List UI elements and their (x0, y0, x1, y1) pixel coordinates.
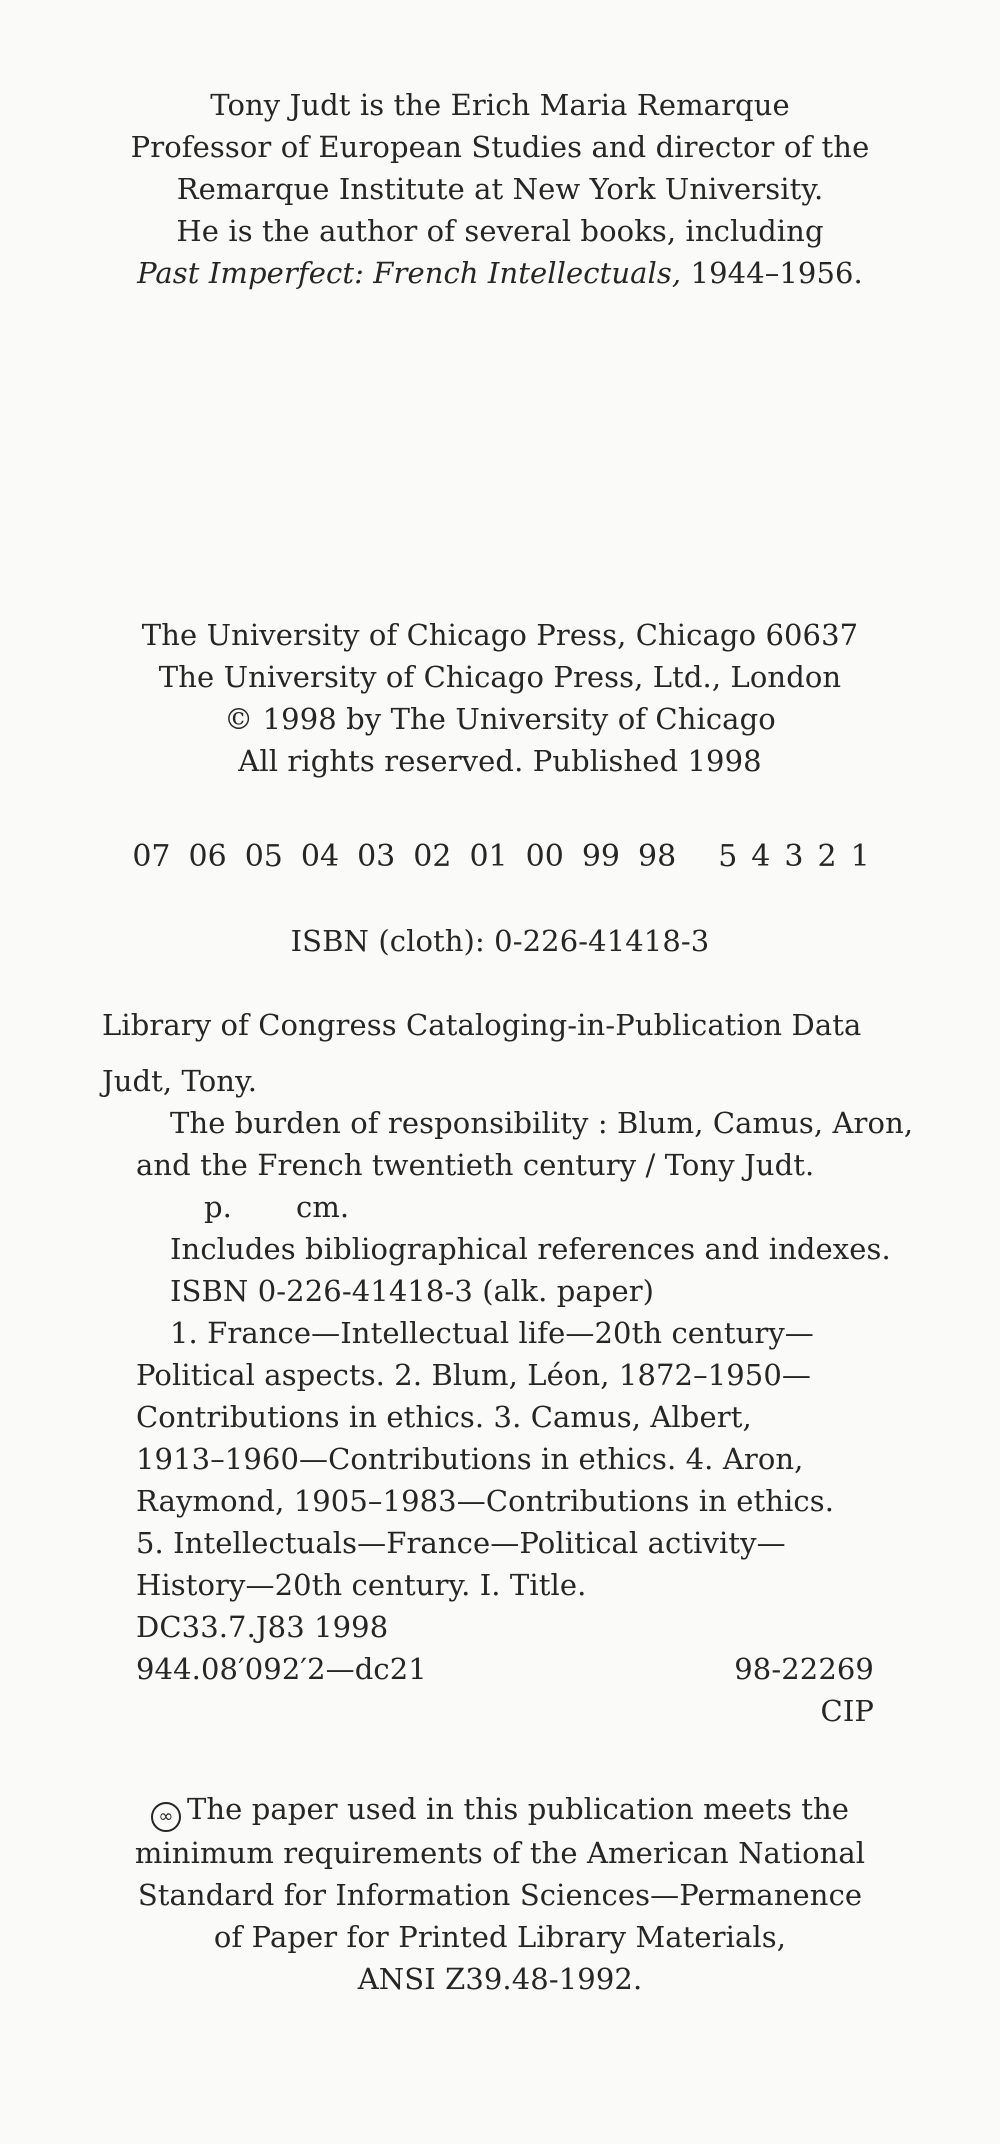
cip-mark: CIP (820, 1694, 874, 1728)
rights-line: All rights reserved. Published 1998 (238, 744, 762, 778)
cip-subject-line: History—20th century. I. Title. (136, 1568, 587, 1602)
author-bio (0, 84, 1000, 294)
cip-subject-line: Political aspects. 2. Blum, Léon, 1872–1950— (136, 1358, 811, 1392)
paper-notice (0, 1788, 1000, 2000)
cip-collation (0, 1186, 1000, 1228)
cip-heading: Library of Congress Cataloging-in-Publication Data (102, 1008, 862, 1042)
cip-subject-line: 1. France—Intellectual life—20th century— (170, 1316, 814, 1350)
bio-line-3: Remarque Institute at New York University. (176, 172, 824, 206)
cip-subject-line: Raymond, 1905–1983—Contributions in ethics. (136, 1484, 835, 1518)
cip-lccn: 98-22269 (734, 1652, 874, 1686)
paper-line-3: Standard for Information Sciences—Permanence (137, 1878, 863, 1912)
infinity-icon: ∞ (151, 1802, 181, 1832)
publisher-info (0, 614, 1000, 782)
printing-year: 00 (525, 839, 564, 874)
printing-year: 02 (413, 839, 452, 874)
printing-year: 98 (638, 839, 677, 874)
paper-line-1-text: The paper used in this publication meets the (186, 1792, 850, 1826)
paper-line-5: ANSI Z39.48-1992. (357, 1962, 643, 1996)
cip-cm: cm. (295, 1190, 350, 1224)
bio-line-4: He is the author of several books, including (176, 214, 824, 248)
paper-line-1 (0, 1788, 1000, 1832)
cip-dewey: 944.08′092′2—dc21 (136, 1652, 427, 1686)
printing-year: 99 (581, 839, 621, 874)
printing-year: 03 (357, 839, 396, 874)
paper-line-4: of Paper for Printed Library Materials, (213, 1920, 787, 1954)
bio-book-years: 1944–1956. (681, 256, 863, 290)
impression-number: 4 (751, 839, 771, 874)
bio-line-2: Professor of European Studies and director of the (130, 130, 870, 164)
impression-number: 1 (850, 839, 870, 874)
impression-number: 3 (784, 839, 804, 874)
cip-subject-line: 5. Intellectuals—France—Political activity— (136, 1526, 786, 1560)
printing-year: 04 (300, 839, 340, 874)
cip-dewey-row (0, 1648, 1000, 1690)
copyright-line: © 1998 by The University of Chicago (224, 702, 776, 736)
printing-year: 06 (188, 839, 227, 874)
impression-number: 2 (817, 839, 837, 874)
impression-number: 5 (718, 839, 738, 874)
bio-line-1: Tony Judt is the Erich Maria Remarque (210, 88, 790, 122)
printing-year: 05 (244, 839, 283, 874)
printing-line (0, 836, 1000, 878)
publisher-line-1: The University of Chicago Press, Chicago 60637 (141, 618, 859, 652)
cip-subject-line: 1913–1960—Contributions in ethics. 4. Aron, (136, 1442, 804, 1476)
cip-author: Judt, Tony. (102, 1064, 258, 1098)
cip-pages: p. (204, 1190, 232, 1224)
printing-year: 01 (469, 839, 508, 874)
cip-title-line-2: and the French twentieth century / Tony Judt. (136, 1148, 815, 1182)
isbn-cloth (0, 920, 1000, 962)
isbn-cloth-line: ISBN (cloth): 0-226-41418-3 (290, 924, 710, 958)
cip-data (0, 1004, 1000, 1732)
cip-subject-line: Contributions in ethics. 3. Camus, Albert, (136, 1400, 752, 1434)
cip-note-isbn: ISBN 0-226-41418-3 (alk. paper) (170, 1274, 655, 1308)
bio-line-5 (0, 252, 1000, 294)
bio-book-title: Past Imperfect: French Intellectuals, (137, 256, 682, 290)
cip-title-line-1: The burden of responsibility : Blum, Camus, Aron, (170, 1106, 914, 1140)
printing-year: 07 (132, 839, 171, 874)
paper-line-2: minimum requirements of the American National (134, 1836, 866, 1870)
cip-note-bibliography: Includes bibliographical references and indexes. (170, 1232, 891, 1266)
publisher-line-2: The University of Chicago Press, Ltd., London (158, 660, 842, 694)
cip-lc-class: DC33.7.J83 1998 (136, 1610, 389, 1644)
